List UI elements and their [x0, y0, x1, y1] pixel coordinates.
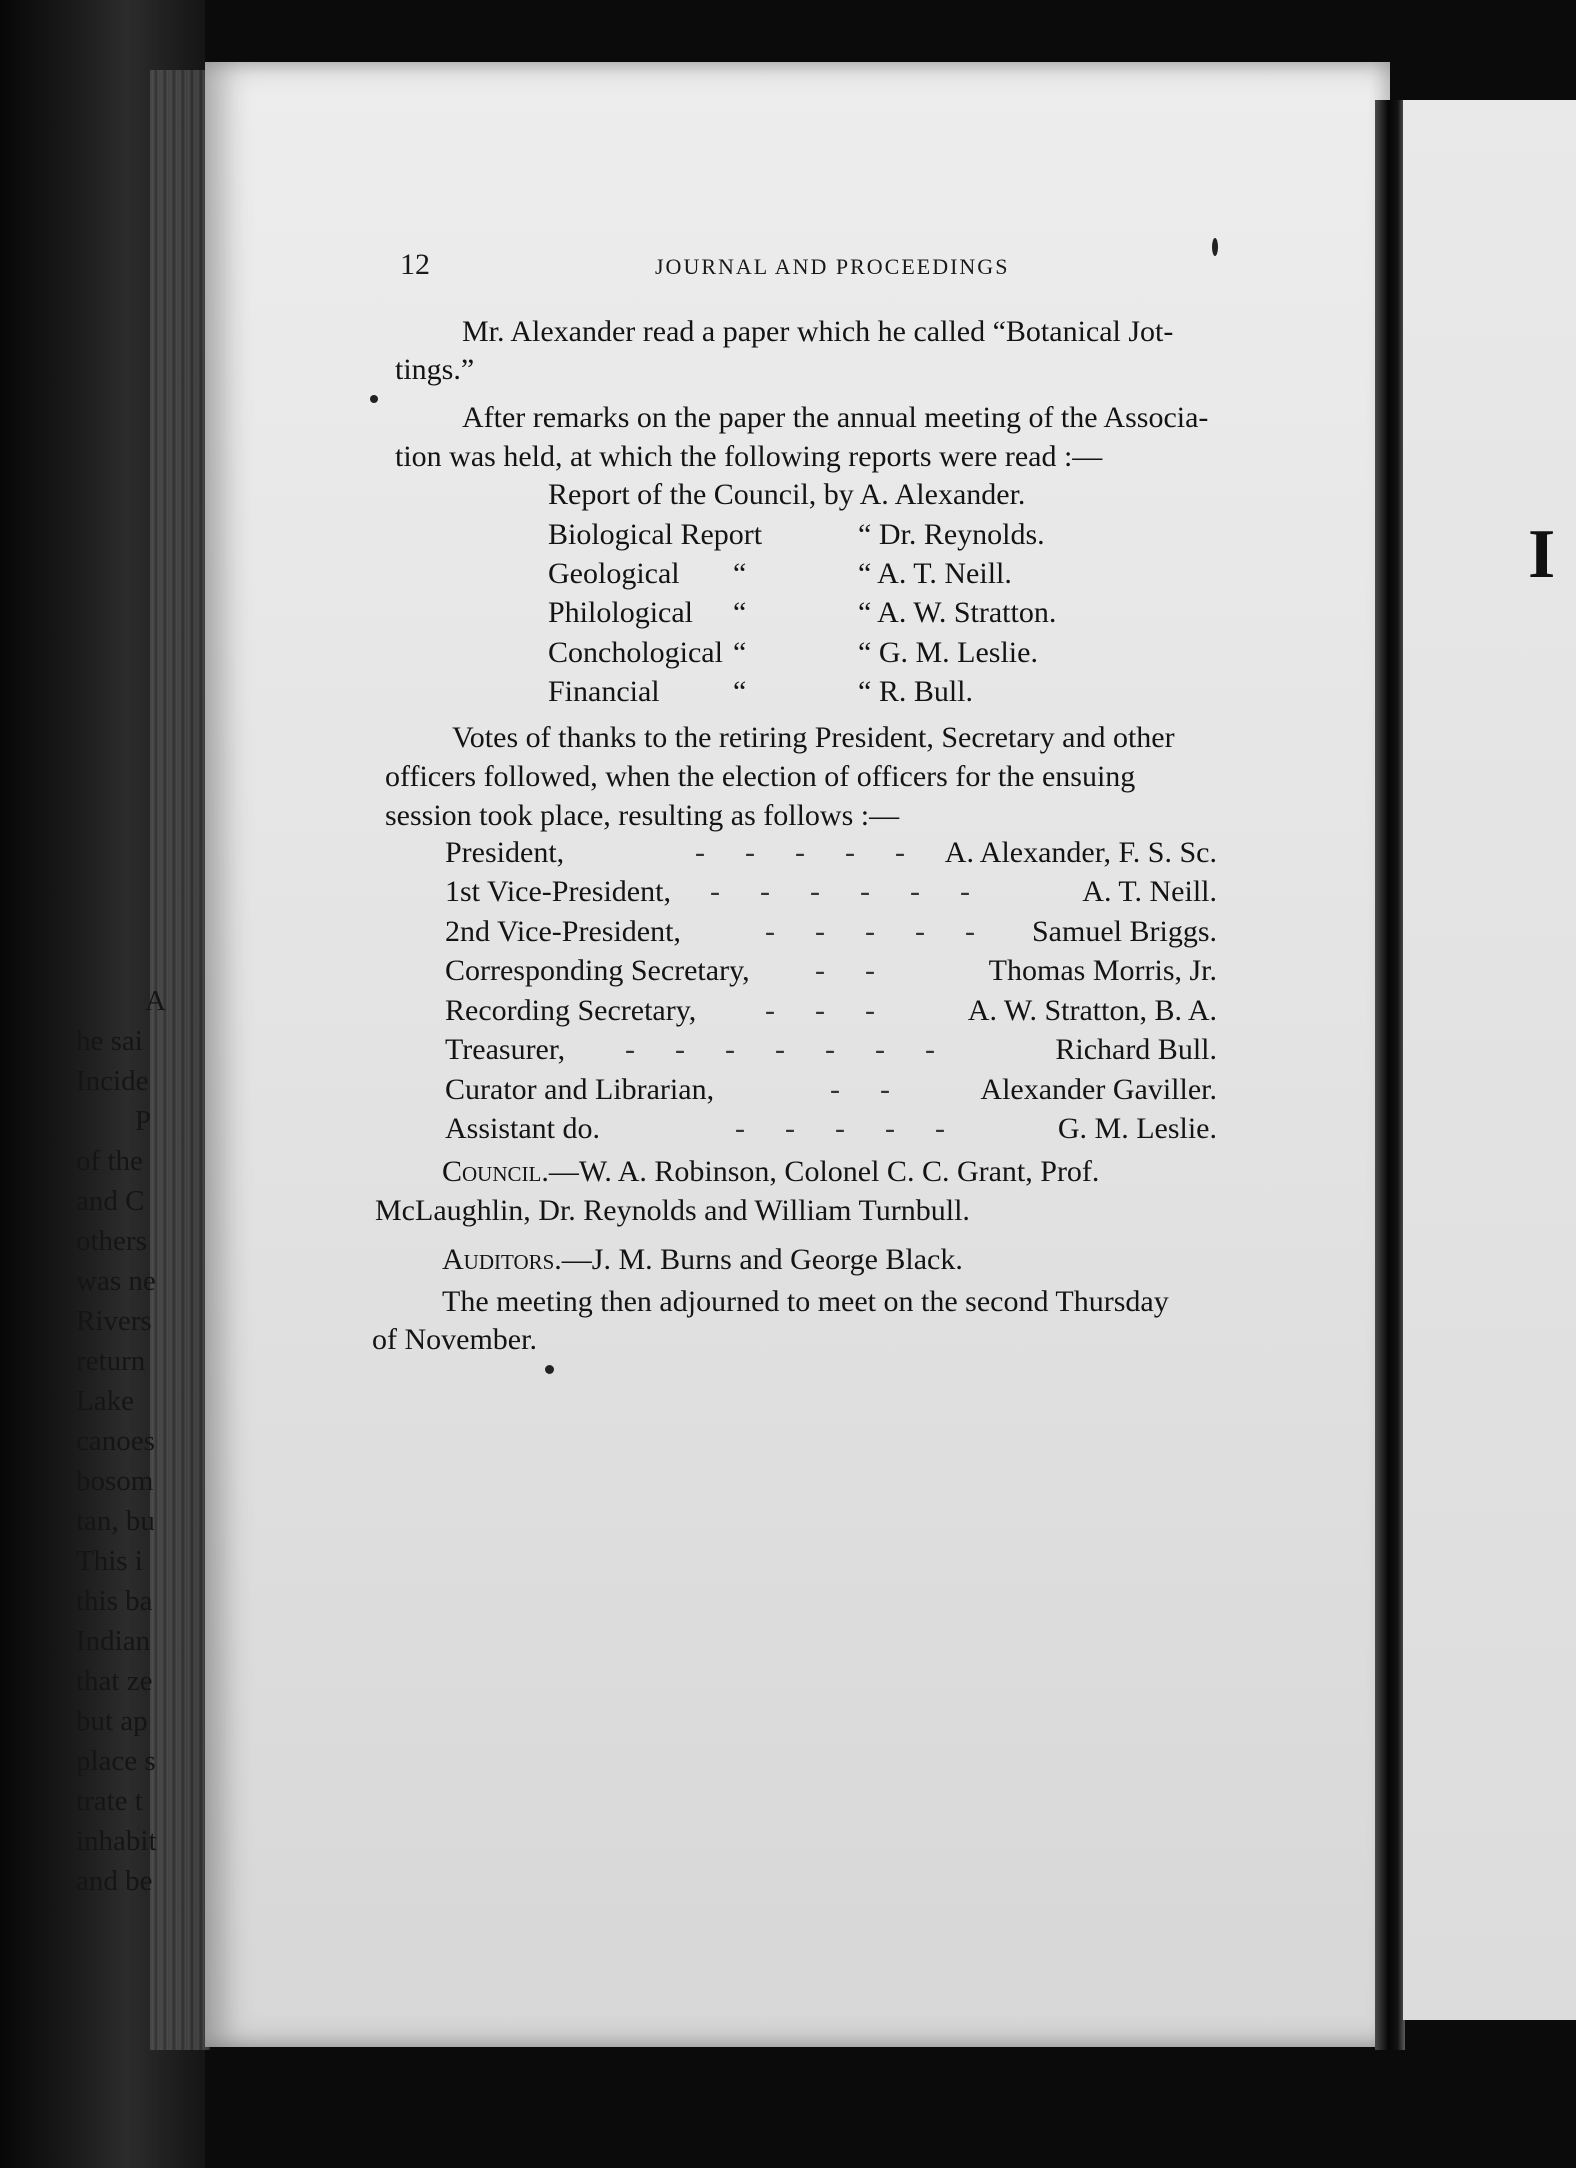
text-line: session took place, resulting as follows :— — [385, 799, 900, 832]
facing-line: and be — [76, 1865, 153, 1897]
auditors-line: Auditors.—J. M. Burns and George Black. — [442, 1243, 963, 1276]
officer-row: Treasurer, ------- Richard Bull. — [445, 1033, 1217, 1066]
text-line: The meeting then adjourned to meet on the second Thursday — [442, 1285, 1169, 1318]
facing-line: return — [76, 1345, 146, 1377]
facing-line: but ap — [76, 1705, 148, 1737]
facing-line: inhabit — [76, 1825, 157, 1857]
text-line: tings.” — [395, 353, 475, 386]
facing-line: that ze — [76, 1665, 153, 1697]
text-line: tion was held, at which the following reports were read :— — [395, 440, 1103, 473]
ink-speck — [545, 1365, 554, 1374]
text-line: officers followed, when the election of officers for the ensuing — [385, 760, 1136, 793]
facing-line: This i — [76, 1545, 143, 1577]
facing-line: Incide — [76, 1065, 149, 1097]
facing-line: was ne — [76, 1265, 156, 1297]
officer-row: President, ----- A. Alexander, F. S. Sc. — [445, 836, 1217, 869]
facing-line: P — [135, 1105, 152, 1137]
facing-line: canoes — [76, 1425, 155, 1457]
facing-line: others — [76, 1225, 147, 1257]
facing-line: tan, bu — [76, 1505, 155, 1537]
running-head: JOURNAL AND PROCEEDINGS — [655, 254, 1010, 279]
text-line: of November. — [372, 1323, 537, 1356]
facing-line: of the — [76, 1145, 143, 1177]
officer-row: 1st Vice-President, ------ A. T. Neill. — [445, 875, 1217, 908]
officer-row: Curator and Librarian, -- Alexander Gaviller. — [445, 1073, 1217, 1106]
facing-line: place s — [76, 1745, 156, 1777]
facing-line: Indian — [76, 1625, 151, 1657]
officer-row: Recording Secretary, --- A. W. Stratton, B. A. — [445, 994, 1217, 1027]
facing-line: Rivers — [76, 1305, 152, 1337]
text-line: Mr. Alexander read a paper which he called “Botanical Jot- — [462, 315, 1174, 348]
text-line: After remarks on the paper the annual meeting of the Associa- — [462, 401, 1209, 434]
facing-line: Lake — [76, 1385, 134, 1417]
officer-row: 2nd Vice-President, ----- Samuel Briggs. — [445, 915, 1217, 948]
ink-speck — [370, 395, 378, 403]
book-gutter — [1375, 100, 1405, 2050]
officer-row: Corresponding Secretary, -- Thomas Morris, Jr. — [445, 954, 1217, 987]
page-number: 12 — [400, 248, 430, 281]
facing-line: A — [145, 985, 166, 1017]
text-line: Votes of thanks to the retiring President, Secretary and other — [452, 721, 1175, 754]
facing-line: bosom — [76, 1465, 154, 1497]
ink-speck — [1212, 238, 1218, 256]
facing-line: trate t — [76, 1785, 143, 1817]
council-line: Council.—W. A. Robinson, Colonel C. C. Grant, Prof. — [442, 1155, 1100, 1188]
text-line: McLaughlin, Dr. Reynolds and William Turnbull. — [375, 1194, 970, 1227]
officer-row: Assistant do. ----- G. M. Leslie. — [445, 1112, 1217, 1145]
facing-line: and C — [76, 1185, 145, 1217]
facing-page-large-letter: I — [1528, 516, 1556, 593]
facing-line: he sai — [76, 1025, 143, 1057]
facing-line: this ba — [76, 1585, 153, 1617]
